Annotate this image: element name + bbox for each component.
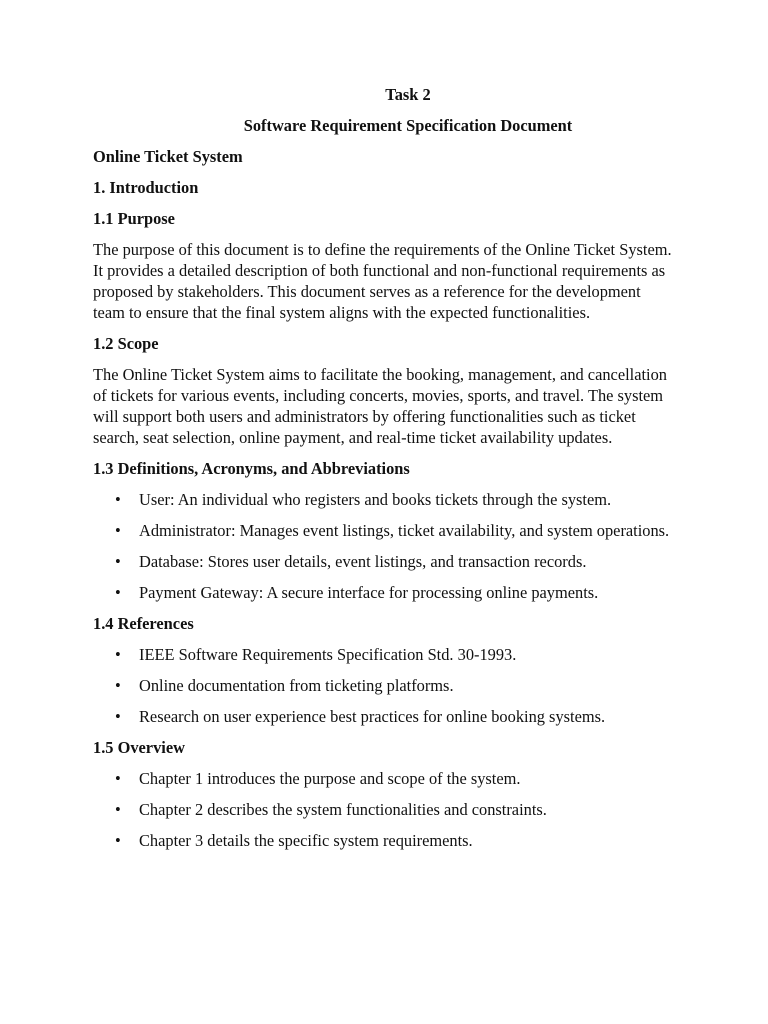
list-item-text: Research on user experience best practices for online booking systems.: [139, 707, 606, 726]
list-item: [93, 675, 673, 696]
bullet-icon: •: [115, 676, 121, 695]
bullet-icon: •: [115, 490, 121, 509]
bullet-icon: •: [115, 521, 121, 540]
references-list: [93, 644, 673, 727]
purpose-heading: 1.1 Purpose: [93, 209, 175, 228]
list-item: [93, 830, 673, 851]
bullet-icon: •: [115, 800, 121, 819]
introduction-heading: 1. Introduction: [93, 178, 199, 197]
list-item-text: Chapter 1 introduces the purpose and scope of the system.: [139, 769, 521, 788]
list-item-text: Administrator: Manages event listings, ticket availability, and system operations.: [139, 521, 670, 540]
bullet-icon: •: [115, 707, 121, 726]
list-item-text: User: An individual who registers and books tickets through the system.: [139, 490, 612, 509]
list-item-text: Payment Gateway: A secure interface for processing online payments.: [139, 583, 599, 602]
list-item: [93, 799, 673, 820]
list-item: [93, 768, 673, 789]
list-item: [93, 706, 673, 727]
list-item: [93, 582, 673, 603]
list-item: [93, 520, 673, 541]
purpose-paragraph: The purpose of this document is to define the requirements of the Online Ticket System. It provides a detailed description of both functional and non-functional requirements as proposed by stakeholders. This document serves as a reference for the development team to ensure that the final system aligns with the expected functionalities.: [93, 240, 672, 322]
list-item-text: Chapter 3 details the specific system requirements.: [139, 831, 473, 850]
scope-heading: 1.2 Scope: [93, 334, 159, 353]
overview-heading: 1.5 Overview: [93, 738, 185, 757]
bullet-icon: •: [115, 831, 121, 850]
list-item-text: Chapter 2 describes the system functionalities and constraints.: [139, 800, 547, 819]
bullet-icon: •: [115, 645, 121, 664]
scope-paragraph: The Online Ticket System aims to facilitate the booking, management, and cancellation of tickets for various events, including concerts, movies, sports, and travel. The system will support both users and administrators by offering functionalities such as ticket search, seat selection, online payment, and real-time ticket availability updates.: [93, 365, 667, 447]
document-title: Software Requirement Specification Document: [243, 116, 573, 135]
list-item: [93, 644, 673, 665]
bullet-icon: •: [115, 552, 121, 571]
overview-list: [93, 768, 673, 851]
bullet-icon: •: [115, 583, 121, 602]
system-name-heading: Online Ticket System: [93, 147, 243, 166]
list-item-text: IEEE Software Requirements Specification Std. 30-1993.: [139, 645, 517, 664]
list-item: [93, 489, 673, 510]
references-heading: 1.4 References: [93, 614, 194, 633]
list-item: [93, 551, 673, 572]
list-item-text: Online documentation from ticketing platforms.: [139, 676, 454, 695]
task-label: Task 2: [385, 85, 431, 104]
list-item-text: Database: Stores user details, event listings, and transaction records.: [139, 552, 587, 571]
definitions-list: [93, 489, 673, 603]
definitions-heading: 1.3 Definitions, Acronyms, and Abbreviations: [93, 459, 410, 478]
bullet-icon: •: [115, 769, 121, 788]
document-content: [93, 84, 673, 861]
